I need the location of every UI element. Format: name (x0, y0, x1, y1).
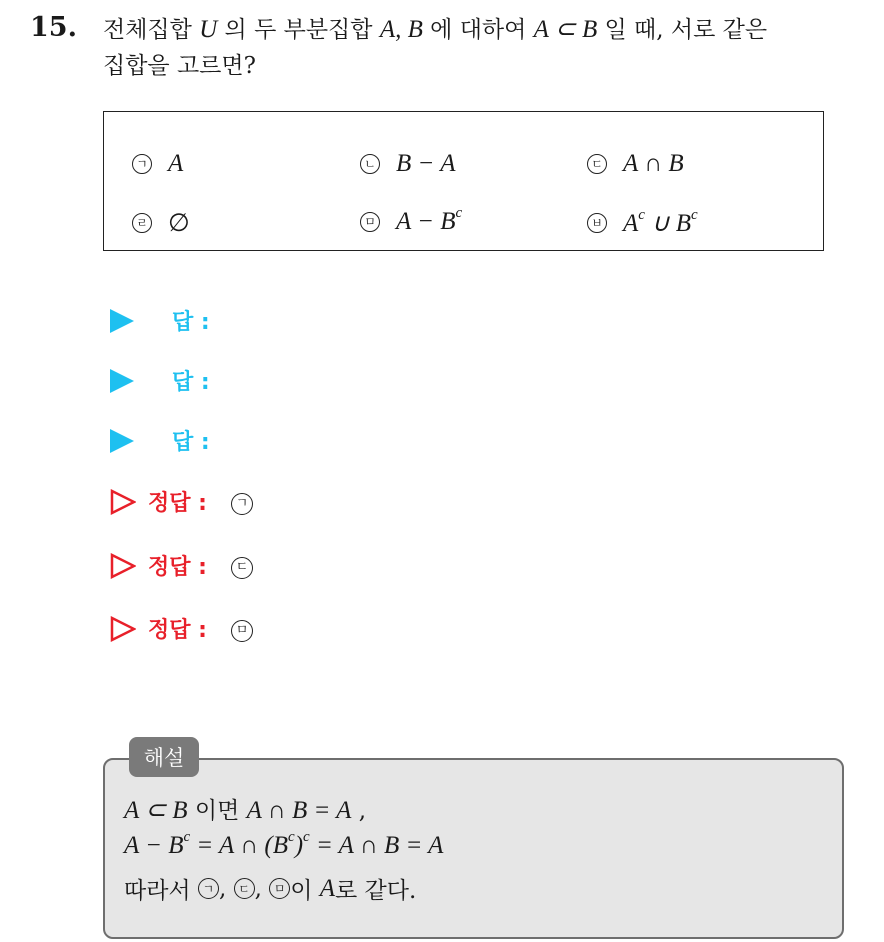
answer-row (110, 365, 210, 396)
circled-mark: ㄱ (231, 493, 253, 515)
superscript: c (455, 204, 463, 221)
option-giyeok (132, 150, 183, 178)
outline-triangle-icon (110, 489, 136, 515)
explanation-tag: 해설 (129, 737, 199, 777)
question-text-part: 집합을 고르면? (103, 53, 256, 79)
option-expr: A (168, 150, 184, 177)
superscript: c (638, 206, 645, 223)
correct-value (231, 615, 253, 642)
correct-label: 정답 : (148, 491, 207, 516)
question-text-part: 의 두 부분집합 (217, 17, 380, 43)
question-text (103, 12, 873, 84)
correct-value (231, 488, 253, 515)
text: 이면 (187, 798, 247, 824)
correct-answer-row (110, 613, 253, 644)
math-U: U (199, 16, 218, 43)
math: A ⊂ B (124, 797, 188, 824)
circled-mark: ㄷ (231, 557, 253, 579)
math-A-B: A, B (379, 16, 423, 43)
circled-mark: ㅂ (587, 213, 607, 233)
play-triangle-icon (110, 369, 134, 393)
superscript: c (691, 206, 698, 223)
correct-label: 정답 : (148, 555, 207, 580)
option-expr (396, 204, 463, 236)
answer-row (110, 305, 210, 336)
circled-mark: ㄷ (587, 154, 607, 174)
explanation-line-3 (124, 872, 416, 905)
option-expr: ∅ (168, 210, 190, 237)
answer-row (110, 425, 210, 456)
option-bieup (587, 208, 698, 238)
circled-mark: ㅁ (360, 212, 380, 232)
expr-part: A (623, 210, 639, 237)
question-text-part: 전체집합 (103, 17, 200, 43)
text: , (254, 875, 270, 902)
text: 로 같다. (335, 878, 417, 904)
expr-part: = A ∩ B = A (309, 832, 444, 859)
circled-mark: ㄴ (360, 154, 380, 174)
question-text-part: 에 대하여 (422, 17, 534, 43)
text: , (218, 875, 234, 902)
circled-mark: ㄹ (132, 213, 152, 233)
text: , (351, 798, 367, 824)
play-triangle-icon (110, 309, 134, 333)
correct-label: 정답 : (148, 618, 207, 643)
play-triangle-icon (110, 429, 134, 453)
circled-mark: ㄱ (198, 878, 219, 899)
superscript: c (183, 828, 191, 845)
explanation-line-1 (124, 792, 366, 825)
expr-part: A − B (396, 208, 456, 235)
option-expr: B − A (396, 150, 456, 177)
option-mieum (360, 204, 463, 236)
text: 이 (290, 878, 320, 904)
expr-part: = A ∩ (B (190, 832, 289, 859)
math-condition: A ⊂ B (533, 16, 598, 43)
option-expr (623, 208, 698, 238)
text: 따라서 (124, 878, 198, 904)
correct-answer-row (110, 486, 253, 517)
explanation-line-2 (124, 828, 444, 860)
math: A ∩ B = A (246, 797, 352, 824)
expr-part: ) (294, 832, 304, 859)
outline-triangle-icon (110, 616, 136, 642)
circled-mark: ㄱ (132, 154, 152, 174)
math: A (319, 874, 336, 902)
expr-part: ∪ B (644, 210, 692, 237)
answer-label: 답 : (172, 430, 210, 455)
option-nieun (360, 150, 455, 178)
option-expr: A ∩ B (623, 150, 684, 177)
outline-triangle-icon (110, 553, 136, 579)
circled-mark: ㅁ (231, 620, 253, 642)
answer-label: 답 : (172, 370, 210, 395)
superscript: c (303, 828, 310, 845)
correct-value (231, 552, 253, 579)
answer-label: 답 : (172, 310, 210, 335)
option-rieul (132, 208, 190, 238)
math (124, 828, 444, 859)
question-text-part: 일 때, 서로 같은 (597, 17, 768, 43)
circled-mark: ㅁ (269, 878, 290, 899)
question-number: 15. (30, 12, 77, 43)
superscript: c (288, 828, 295, 845)
circled-mark: ㄷ (234, 878, 255, 899)
correct-answer-row (110, 550, 253, 581)
option-digeut (587, 150, 684, 178)
expr-part: A − B (124, 832, 184, 859)
options-box (103, 111, 824, 251)
